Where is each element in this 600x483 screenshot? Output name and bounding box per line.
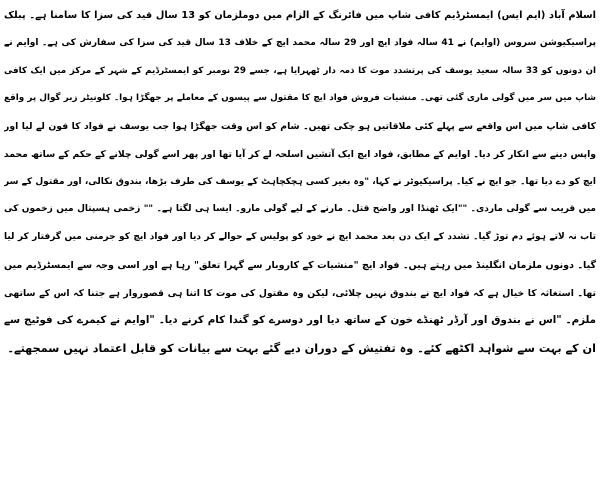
article-line: پراسیکیوشن سروس (اوایم) نے 41 سالہ فواد ایچ اور 29 سالہ محمد ایچ کے خلاف 13 سال قید کی سزا کی سفارش کی ہے۔ اوایم نے [4,37,596,48]
article-line: ایچ کو دے دیا تھا۔ جو ایچ نے کیا۔ پراسیکیوٹر نے کہا، "وہ بغیر کسی ہچکچاہٹ کے یوسف کی طرف بڑھا، بندوق نکالی، اور مقتول کے سر [4,176,596,187]
news-article-body [4,2,596,363]
article-line: اسلام آباد (ایم ایس) ایمسٹرڈیم کافی شاپ میں فائرنگ کے الزام میں دوملزمان کو 13 سال قید کی سزا کا سامنا ہے۔ پبلک [4,10,596,21]
article-line: میں قریب سے گولی ماردی۔ ""ایک ٹھنڈا اور واضح قتل۔ مارنے کے لیے گولی مارو۔ ایسا ہی لگتا ہے۔ "" زخمی ہسپتال میں زخموں کی [4,204,596,215]
article-line: تاب نہ لاتے ہوئے دم توڑ گیا۔ تشدد کے ایک دن بعد محمد ایچ نے خود کو پولیس کے حوالے کر دیا اور فواد ایچ کو جرمنی میں گرفتار کر لیا [4,232,596,242]
article-line: گیا۔ دونوں ملزمان انگلینڈ میں رہتے ہیں۔ فواد ایچ "منشیات کے کاروبار سے گہرا تعلق" رہا ہے اور اسی وجہ سے ایمسٹرڈیم میں [4,259,596,271]
article-line: ملزم۔ "اس نے بندوق اور آرڈر ٹھنڈے خون کے ساتھ دیا اور دوسرے کو گندا کام کرنے دیا۔ "اوایم نے کیمرے کی فوٹیج سے [4,314,596,327]
article-line: تھا۔ استغاثہ کا خیال ہے کہ فواد ایچ نے بندوق نہیں چلائی، لیکن وہ مقتول کی موت کا اتنا ہی قصوروار ہے جتنا کہ اس کے ساتھی [4,287,596,299]
article-line: ان دونوں کو 33 سالہ سعید یوسف کی پرتشدد موت کا ذمہ دار ٹھہرایا ہے، جسے 29 نومبر کو ایمسٹرڈیم کے شہر کے مرکز میں ایک کافی [4,65,596,76]
article-line: ان کے بہت سے شواہد اکٹھے کئے۔ وہ تفتیش کے دوران دیے گئے بہت سے بیانات کو قابل اعتماد نہیں سمجھتے۔ [7,342,596,355]
article-line: شاپ میں سر میں گولی ماری گئی تھی۔ منشیات فروش فواد ایچ کا مقتول سے پیسوں کے معاملے پر جھگڑا ہوا۔ کلونیٹر زبر گوال پر واقع [4,93,596,104]
article-line: واپس دینے سے انکار کر دیا۔ اوایم کے مطابق، فواد ایچ ایک آتشیں اسلحہ لے کر آیا تھا اور پھر اسے گولی چلانے کے حکم کے ساتھ محمد [4,148,596,160]
article-line: کافی شاپ میں اس واقعے سے پہلے کئی ملاقاتیں ہو چکی تھیں۔ شام کو اس وقت جھگڑا ہوا جب یوسف نے فواد کا فون لے لیا اور [4,121,596,132]
